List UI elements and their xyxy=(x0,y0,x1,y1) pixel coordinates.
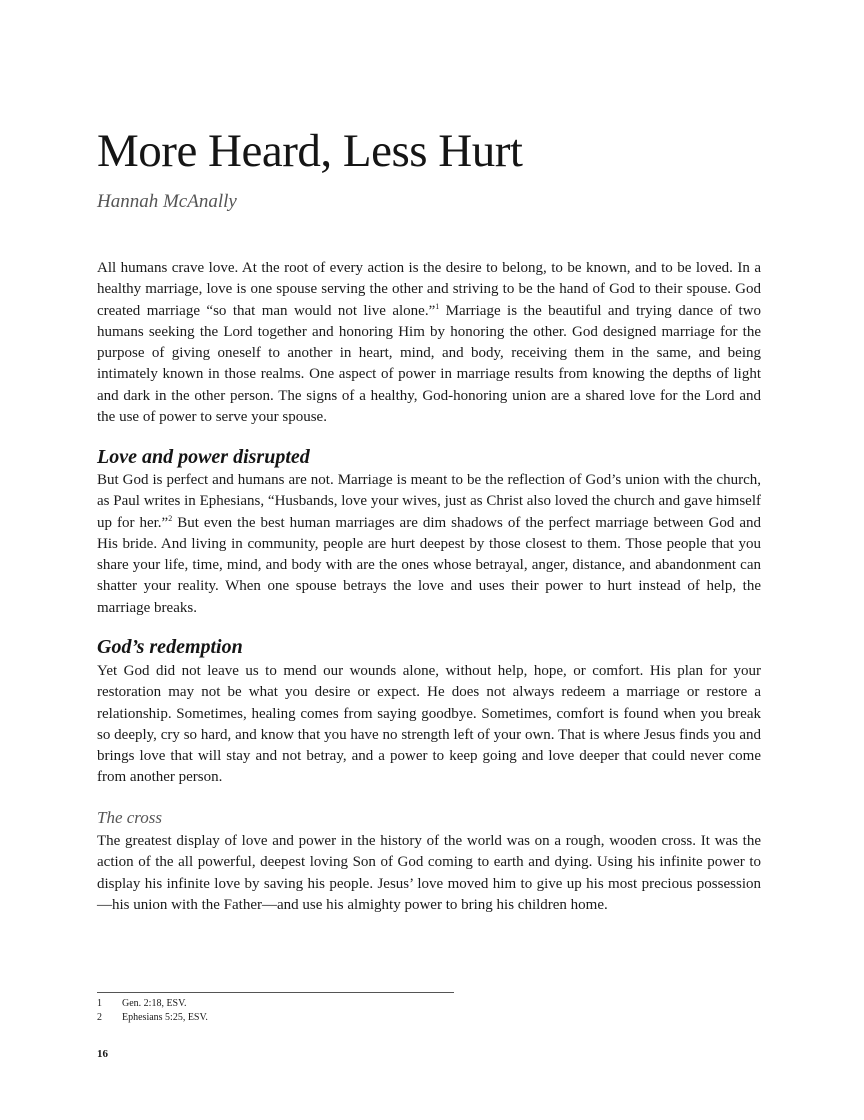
article-author: Hannah McAnally xyxy=(97,191,237,212)
footnote-item xyxy=(97,1011,208,1025)
footnote-ref-2: 2 xyxy=(168,513,173,523)
section-paragraph-the-cross: The greatest display of love and power in the history of the world was on a rough, wooden cross. It was the action of the all powerful, deepest loving Son of God coming to earth and dying. Using his infinite power to display his infinite love by saving his people. Jesus’ love moved him to give up his most precious possession—his union with the Father—and use his almighty power to bring his children home. xyxy=(97,833,761,913)
section-subheading-the-cross: The cross xyxy=(97,808,163,827)
section-heading-love-and-power: Love and power disrupted xyxy=(97,446,310,468)
footnote-number: 1 xyxy=(97,998,102,1009)
intro-text-part-1: All humans crave love. At the root of every action is the desire to belong, to be known, and to be loved. In a healthy marriage, love is one spouse serving the other and striving to be the hand of God to their spouse. God created marriage “so that man would not live alone.” xyxy=(97,260,761,319)
footnote-text: Gen. 2:18, ESV. xyxy=(122,998,187,1009)
footnote-text: Ephesians 5:25, ESV. xyxy=(122,1011,208,1023)
footnotes xyxy=(97,997,208,1024)
section-heading-gods-redemption: God’s redemption xyxy=(97,636,243,658)
page-number: 16 xyxy=(97,1048,108,1060)
footnote-number: 2 xyxy=(97,1011,102,1023)
article-title: More Heard, Less Hurt xyxy=(97,125,523,177)
love-power-text-part-1: But God is perfect and humans are not. Marriage is meant to be the reflection of God’s union with the church, as Paul writes in Ephesians, “Husbands, love your wives, just as Christ also loved the church and gave himself up for her.” xyxy=(97,472,761,531)
intro-text-part-2: Marriage is the beautiful and trying dance of two humans seeking the Lord together and honoring Him by honoring the other. God designed marriage for the purpose of giving oneself to another in heart, mind, and body, receiving them in the same, and being intimately known in those realms. One aspect of power in marriage results from knowing the depths of light and dark in the other person. The signs of a healthy, God-honoring union are a shared love for the Lord and the use of power to serve your spouse. xyxy=(97,302,761,426)
love-power-text-part-2: But even the best human marriages are dim shadows of the perfect marriage between God and His bride. And living in community, people are hurt deepest by those closest to them. Those people that you share your life, time, mind, and body with are the ones whose betrayal, anger, distance, and abandonment can shatter your reality. When one spouse betrays the love and uses their power to hurt instead of help, the marriage breaks. xyxy=(97,514,761,616)
intro-paragraph xyxy=(97,258,761,428)
section-paragraph-gods-redemption: Yet God did not leave us to mend our wounds alone, without help, hope, or comfort. His plan for your restoration may not be what you desire or expect. He does not always redeem a marriage or restore a relationship. Sometimes, healing comes from saying goodbye. Sometimes, comfort is found when you break so deeply, cry so hard, and know that you have no strength left of your own. That is where Jesus finds you and brings love that will stay and not betray, and a power to keep going and love deeper that could never come from another person. xyxy=(97,663,761,786)
footnote-ref-1: 1 xyxy=(435,301,440,311)
footnote-item xyxy=(97,997,208,1011)
section-paragraph-love-and-power xyxy=(97,470,761,619)
footnote-divider xyxy=(97,992,454,993)
